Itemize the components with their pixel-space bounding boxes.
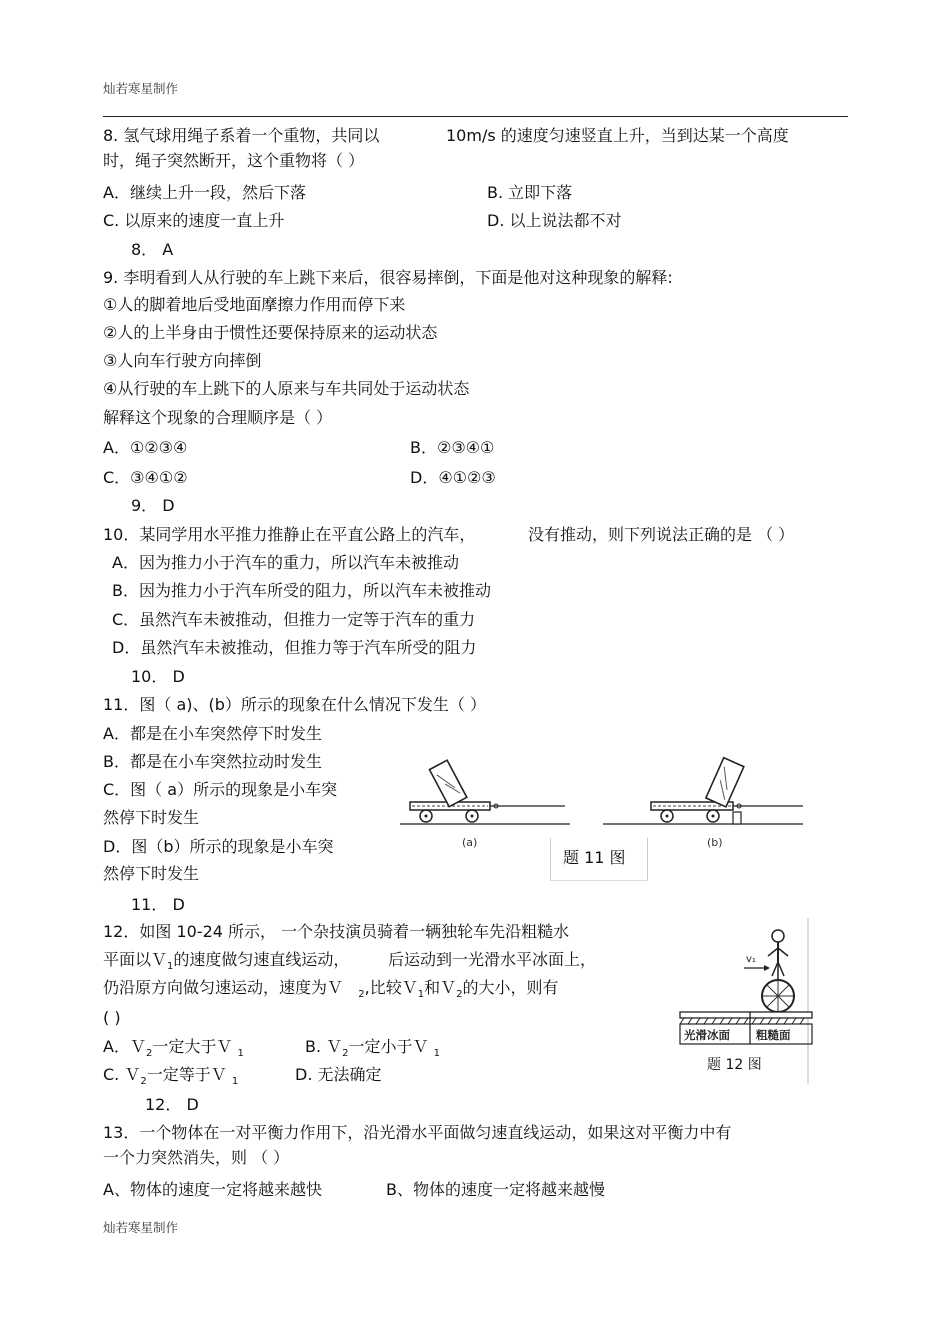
q11-option-b: B．都是在小车突然拉动时发生 <box>103 752 322 771</box>
q9-answer: 9． D <box>131 496 175 515</box>
q13-line-1: 13．一个物体在一对平衡力作用下，沿光滑水平面做匀速直线运动，如果这对平衡力中有 <box>103 1123 732 1142</box>
q12-line-2b: 后运动到一光滑水平冰面上， <box>388 950 597 969</box>
q11-option-c-line1: C．图（ a）所示的现象是小车突 <box>103 780 338 799</box>
q9-statement-1: ①人的脚着地后受地面摩擦力作用而停下来 <box>103 295 406 314</box>
q10-answer: 10． D <box>131 667 185 686</box>
header-rule <box>103 116 848 117</box>
q10-option-c: C．虽然汽车未被推动，但推力一定等于汽车的重力 <box>112 610 476 629</box>
q11-option-a: A．都是在小车突然停下时发生 <box>103 724 322 743</box>
q12-option-d: D. 无法确定 <box>295 1065 382 1084</box>
q8-option-a: A．继续上升一段，然后下落 <box>103 183 306 202</box>
q9-text: 9. 李明看到人从行驶的车上跳下来后，很容易摔倒，下面是他对这种现象的解释: <box>103 268 673 287</box>
q11-option-c-line2: 然停下时发生 <box>103 808 200 827</box>
q10-text-b: 没有推动，则下列说法正确的是 （ ） <box>528 525 795 544</box>
q10-option-d: D．虽然汽车未被推动，但推力等于汽车所受的阻力 <box>112 638 477 657</box>
q12-option-c: C. Ｖ$_2$一定等于Ｖ $_1$ <box>103 1065 239 1088</box>
q10-text-a: 10．某同学用水平推力推静止在平直公路上的汽车， <box>103 525 476 544</box>
q11-answer: 11． D <box>131 895 185 914</box>
q12-velocity-label: v₁ <box>746 954 756 965</box>
q8-option-b: B. 立即下落 <box>487 183 573 202</box>
q11-figure-b-label: (b) <box>707 836 723 849</box>
q12-rough-label: 粗糙面 <box>756 1028 791 1042</box>
q8-text-a: 8. 氢气球用绳子系着一个重物，共同以 <box>103 126 380 145</box>
q9-option-d: D．④①②③ <box>410 468 496 487</box>
q8-text-speed: 10m/s 的速度匀速竖直上升，当到达某一个高度 <box>446 126 789 145</box>
q11-option-d-line1: D．图（b）所示的现象是小车突 <box>103 837 334 856</box>
q9-statement-2: ②人的上半身由于惯性还要保持原来的运动状态 <box>103 323 438 342</box>
q12-smooth-label: 光滑冰面 <box>684 1028 730 1042</box>
q10-option-a: A．因为推力小于汽车的重力，所以汽车未被推动 <box>112 553 459 572</box>
header-maker: 灿若寒星制作 <box>103 81 179 96</box>
q12-line-2: 平面以Ｖ$_1$的速度做匀速直线运动， <box>103 950 350 973</box>
q9-prompt: 解释这个现象的合理顺序是（ ） <box>103 408 333 427</box>
q13-line-2: 一个力突然消失，则 （ ） <box>103 1148 290 1167</box>
q11-figure-b <box>603 740 813 852</box>
q12-option-a: A．Ｖ$_2$一定大于Ｖ $_1$ <box>103 1037 244 1060</box>
q12-line-4: ( ) <box>103 1008 121 1027</box>
q9-option-a: A．①②③④ <box>103 438 188 457</box>
q8-option-c: C. 以原来的速度一直上升 <box>103 211 285 230</box>
q9-statement-4: ④从行驶的车上跳下的人原来与车共同处于运动状态 <box>103 379 470 398</box>
q12-answer: 12． D <box>145 1095 199 1114</box>
q9-statement-3: ③人向车行驶方向摔倒 <box>103 351 262 370</box>
q11-caption: 题 11 图 <box>563 848 626 867</box>
q13-option-a: A、物体的速度一定将越来越快 <box>103 1180 322 1199</box>
q8-answer: 8． A <box>131 240 174 259</box>
q12-line-3: 仍沿原方向做匀速运动，速度为Ｖ $_2$,比较Ｖ$_1$和Ｖ$_2$的大小，则有 <box>103 978 559 1001</box>
q12-option-b: B. Ｖ$_2$一定小于Ｖ $_1$ <box>305 1037 441 1060</box>
q11-figure-a <box>400 740 580 852</box>
q11-option-d-line2: 然停下时发生 <box>103 864 200 883</box>
q10-option-b: B．因为推力小于汽车所受的阻力，所以汽车未被推动 <box>112 581 491 600</box>
footer-maker: 灿若寒星制作 <box>103 1220 179 1235</box>
q8-text-b: 时，绳子突然断开，这个重物将（ ） <box>103 151 365 170</box>
q11-figure-a-label: (a) <box>462 836 478 849</box>
q11-text: 11．图（ a)、(b）所示的现象在什么情况下发生（ ） <box>103 695 486 714</box>
q9-option-b: B．②③④① <box>410 438 495 457</box>
q8-option-d: D. 以上说法都不对 <box>487 211 622 230</box>
q13-option-b: B、物体的速度一定将越来越慢 <box>386 1180 605 1199</box>
q12-caption: 题 12 图 <box>707 1057 762 1073</box>
q12-line-1: 12．如图 10-24 所示， 一个杂技演员骑着一辆独轮车先沿粗糙水 <box>103 922 570 941</box>
q9-option-c: C．③④①② <box>103 468 188 487</box>
